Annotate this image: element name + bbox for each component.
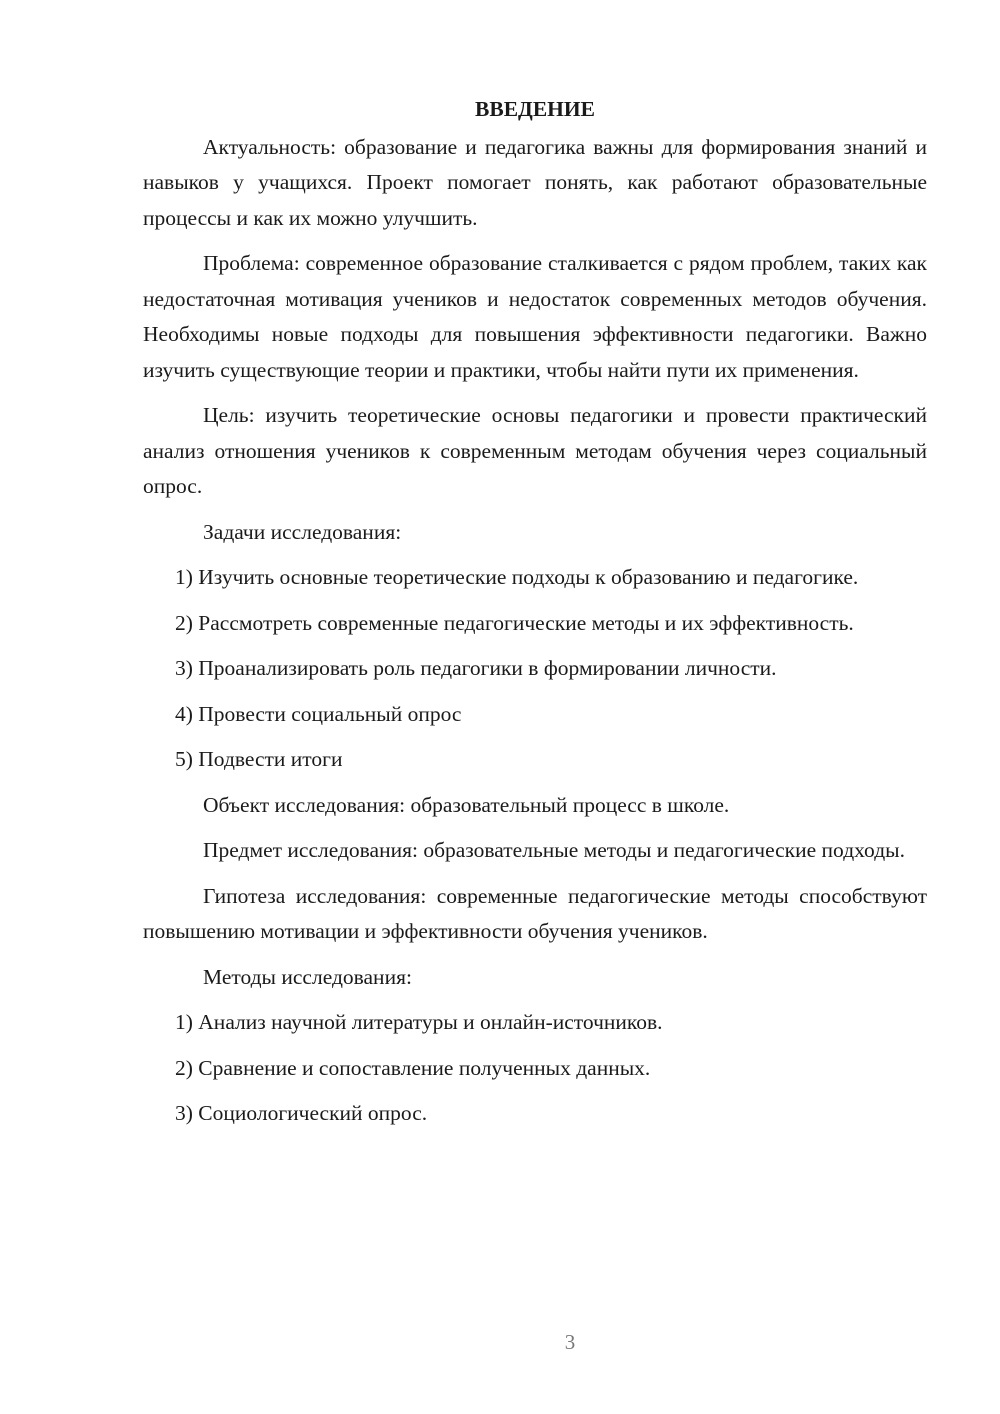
list-item: 2) Рассмотреть современные педагогические методы и их эффективность.: [175, 610, 854, 635]
tasks-list: [143, 560, 927, 778]
page-number: 3: [564, 1330, 576, 1354]
subject-paragraph: Предмет исследования: образовательные методы и педагогические подходы.: [203, 838, 905, 862]
list-item: 5) Подвести итоги: [175, 747, 343, 771]
relevance-paragraph: Актуальность: образование и педагогика важны для формирования знаний и навыков у учащихся. Проект помогает понять, как работают образовательные процессы и как их можно улучшить.: [143, 134, 927, 230]
goal-paragraph: Цель: изучить теоретические основы педагогики и провести практический анализ отношения учеников к современным методам обучения через социальный опрос.: [143, 403, 927, 498]
list-item: 1) Изучить основные теоретические подходы к образованию и педагогике.: [175, 565, 859, 589]
problem-paragraph: Проблема: современное образование сталкивается с рядом проблем, таких как недостаточная мотивация учеников и недостаток современных методов обучения. Необходимы новые подходы для повышения эффективности педагогики. Важно изучить существующие теории и практики, чтобы найти пути их применения.: [143, 251, 927, 382]
page-title: ВВЕДЕНИЕ: [475, 97, 595, 121]
methods-heading: Методы исследования:: [203, 964, 412, 989]
list-item: 4) Провести социальный опрос: [175, 701, 462, 726]
list-item: 3) Проанализировать роль педагогики в формировании личности.: [175, 656, 777, 680]
methods-list: [143, 1005, 927, 1132]
list-item: 3) Социологический опрос.: [175, 1101, 428, 1125]
document-page: [143, 92, 927, 1142]
object-paragraph: Объект исследования: образовательный процесс в школе.: [203, 792, 730, 817]
list-item: 2) Сравнение и сопоставление полученных данных.: [175, 1055, 651, 1080]
tasks-heading: Задачи исследования:: [203, 519, 402, 544]
hypothesis-paragraph: Гипотеза исследования: современные педагогические методы способствуют повышению мотивации и эффективности обучения учеников.: [143, 883, 927, 943]
list-item: 1) Анализ научной литературы и онлайн-источников.: [175, 1010, 663, 1034]
